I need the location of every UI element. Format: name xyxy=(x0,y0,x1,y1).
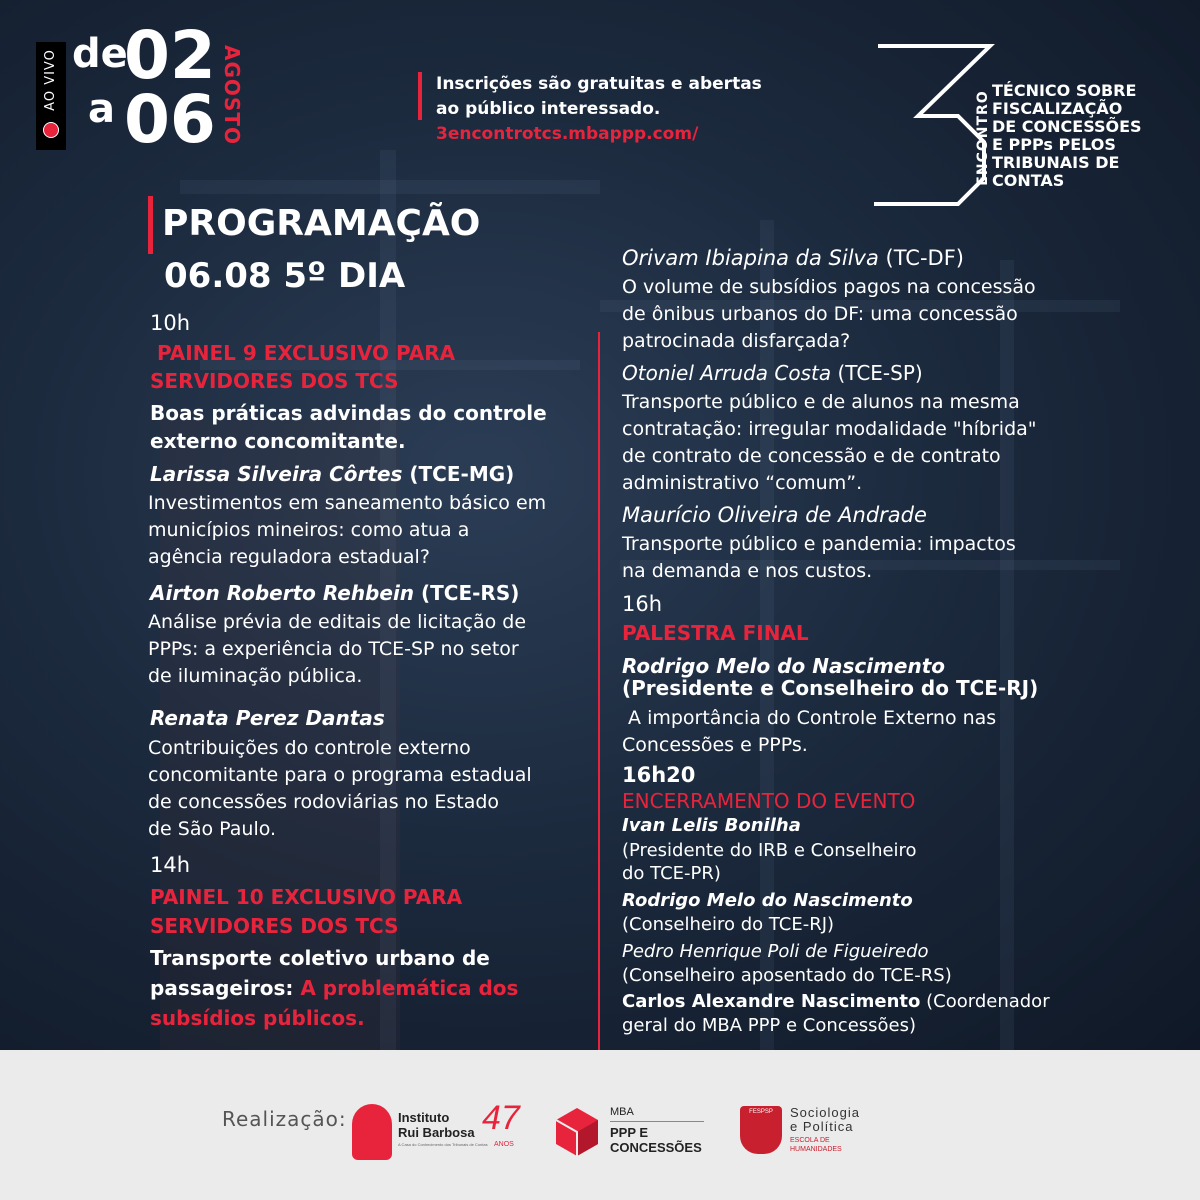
closing-2-name: Rodrigo Melo do Nascimento xyxy=(622,890,913,911)
date-start: 02 xyxy=(124,17,216,94)
mba-ppp: PPP E xyxy=(610,1125,649,1140)
time-16h: 16h xyxy=(622,592,663,616)
painel9-line-1: PAINEL 9 EXCLUSIVO PARA xyxy=(150,341,456,365)
event-title-line: CONTAS xyxy=(992,171,1065,190)
speaker-2 xyxy=(150,580,519,607)
time-14h: 14h xyxy=(150,853,191,877)
irb-logo xyxy=(352,1099,522,1164)
event-title-line: TRIBUNAIS DE xyxy=(992,153,1120,172)
mba-concessoes: CONCESSÕES xyxy=(610,1140,702,1155)
fesp-escola: ESCOLA DE xyxy=(790,1137,830,1144)
speaker-1-name: Larissa Silveira Côrtes xyxy=(150,462,403,486)
time-10h: 10h xyxy=(150,311,191,335)
speaker-4 xyxy=(622,245,964,272)
programacao-day: 06.08 5º DIA xyxy=(164,256,406,296)
closing-3-name: Pedro Henrique Poli de Figueiredo xyxy=(622,941,929,962)
speaker-1-topic-3: agência reguladora estadual? xyxy=(148,546,430,568)
painel10-line-2: SERVIDORES DOS TCS xyxy=(150,914,399,938)
speaker-1-topic-1: Investimentos em saneamento básico em xyxy=(148,492,547,514)
painel10-line-1: PAINEL 10 EXCLUSIVO PARA xyxy=(150,885,463,909)
mba-divider xyxy=(610,1121,704,1122)
mba-label: MBA xyxy=(610,1106,634,1118)
irb-head-icon xyxy=(352,1104,392,1160)
event-url[interactable]: 3encontrotcs.mbappp.com/ xyxy=(436,124,699,144)
time-16h20: 16h20 xyxy=(622,763,696,787)
speaker-2-topic-3: de iluminação pública. xyxy=(148,665,363,687)
speaker-5-topic-2: contratação: irregular modalidade "híbrida" xyxy=(622,418,1037,440)
speaker-4-topic-1: O volume de subsídios pagos na concessão xyxy=(622,276,1036,298)
speaker-7-role: (Presidente e Conselheiro do TCE-RJ) xyxy=(622,676,1039,700)
painel10-theme-2 xyxy=(150,975,518,1002)
closing-4 xyxy=(622,990,1050,1014)
speaker-1 xyxy=(150,461,514,488)
speaker-5-name: Otoniel Arruda Costa xyxy=(622,361,832,385)
painel10-theme-1: Transporte coletivo urbano de xyxy=(150,946,490,970)
painel10-theme-2b: A problemática dos xyxy=(300,976,519,1000)
encontro-label: ENCONTRO xyxy=(975,90,991,186)
speaker-3-topic-2: concomitante para o programa estadual xyxy=(148,764,532,786)
speaker-2-org: (TCE-RS) xyxy=(414,581,520,605)
fesp-humanidades: HUMANIDADES xyxy=(790,1146,842,1153)
painel9-theme-1: Boas práticas advindas do controle xyxy=(150,401,547,425)
speaker-5-topic-1: Transporte público e de alunos na mesma xyxy=(622,391,1020,413)
date-a: a xyxy=(88,86,115,132)
painel10-theme-2a: passageiros: xyxy=(150,976,301,1000)
irb-anos: ANOS xyxy=(494,1141,514,1148)
live-label: AO VIVO xyxy=(43,49,58,111)
realizacao-label: Realização: xyxy=(222,1107,347,1131)
painel9-theme-2: externo concomitante. xyxy=(150,429,406,453)
fesp-politica: e Política xyxy=(790,1119,854,1134)
date-month: AGOSTO xyxy=(220,45,244,145)
date-end: 06 xyxy=(124,81,216,158)
speaker-4-topic-2: de ônibus urbanos do DF: uma concessão xyxy=(622,303,1018,325)
closing-2-line-1: (Conselheiro do TCE-RJ) xyxy=(622,914,835,935)
live-dot-icon xyxy=(43,122,59,138)
painel9-line-2: SERVIDORES DOS TCS xyxy=(150,369,399,393)
column-divider xyxy=(598,332,600,1052)
info-line-2: ao público interessado. xyxy=(436,99,661,119)
irb-name-1: Instituto xyxy=(398,1110,450,1125)
event-title-line: DE CONCESSÕES xyxy=(992,117,1142,136)
speaker-6-name: Maurício Oliveira de Andrade xyxy=(622,503,927,527)
event-title-line: TÉCNICO SOBRE xyxy=(992,81,1137,100)
closing-4-role: (Coordenador xyxy=(920,991,1050,1012)
closing-4-line-2: geral do MBA PPP e Concessões) xyxy=(622,1015,917,1036)
fesp-sociologia: Sociologia xyxy=(790,1105,860,1120)
speaker-5-topic-3: de contrato de concessão e de contrato xyxy=(622,445,1001,467)
event-title xyxy=(992,82,1142,190)
closing-1-name: Ivan Lelis Bonilha xyxy=(622,815,801,836)
speaker-1-topic-2: municípios mineiros: como atua a xyxy=(148,519,470,541)
irb-subtitle: A Casa do Conhecimento dos Tribunais de Contas xyxy=(398,1142,488,1147)
speaker-5 xyxy=(622,360,923,387)
speaker-5-org: (TCE-SP) xyxy=(831,361,923,385)
speaker-7-topic-2: Concessões e PPPs. xyxy=(622,734,808,756)
speaker-4-org: (TC-DF) xyxy=(878,246,964,270)
event-title-line: E PPPs PELOS xyxy=(992,135,1116,154)
speaker-6-topic-1: Transporte público e pandemia: impactos xyxy=(622,533,1016,555)
closing-3-line-1: (Conselheiro aposentado do TCE-RS) xyxy=(622,965,952,986)
speaker-4-name: Orivam Ibiapina da Silva xyxy=(622,246,879,270)
speaker-3-topic-1: Contribuições do controle externo xyxy=(148,737,471,759)
speaker-7-name: Rodrigo Melo do Nascimento xyxy=(622,654,946,678)
speaker-3-name: Renata Perez Dantas xyxy=(150,706,385,730)
irb-name-2: Rui Barbosa xyxy=(398,1125,475,1140)
programacao-title: PROGRAMAÇÃO xyxy=(162,203,481,244)
closing-1-line-2: do TCE-PR) xyxy=(622,863,721,884)
info-bar xyxy=(418,72,422,120)
palestra-final: PALESTRA FINAL xyxy=(622,621,809,645)
speaker-3-topic-4: de São Paulo. xyxy=(148,818,277,840)
live-badge xyxy=(36,42,66,150)
date-de: de xyxy=(72,31,128,77)
speaker-2-topic-2: PPPs: a experiência do TCE-SP no setor xyxy=(148,638,519,660)
speaker-2-topic-1: Análise prévia de editais de licitação de xyxy=(148,611,527,633)
irb-years: 47 xyxy=(482,1099,520,1137)
info-line-1: Inscrições são gratuitas e abertas xyxy=(436,74,762,94)
speaker-1-org: (TCE-MG) xyxy=(402,462,515,486)
speaker-5-topic-4: administrativo “comum”. xyxy=(622,472,863,494)
closing-1-line-1: (Presidente do IRB e Conselheiro xyxy=(622,840,917,861)
programacao-bar xyxy=(148,196,153,254)
painel10-theme-3: subsídios públicos. xyxy=(150,1006,365,1030)
speaker-2-name: Airton Roberto Rehbein xyxy=(150,581,415,605)
speaker-4-topic-3: patrocinada disfarçada? xyxy=(622,330,851,352)
speaker-3-topic-3: de concessões rodoviárias no Estado xyxy=(148,791,500,813)
fespsp-seal-icon xyxy=(740,1106,782,1154)
speaker-6-topic-2: na demanda e nos custos. xyxy=(622,560,873,582)
encerramento: ENCERRAMENTO DO EVENTO xyxy=(622,789,916,813)
speaker-7-topic-1: A importância do Controle Externo nas xyxy=(622,707,997,729)
closing-4-name: Carlos Alexandre Nascimento xyxy=(622,991,921,1012)
event-title-line: FISCALIZAÇÃO xyxy=(992,99,1123,118)
fespsp-seal-text: FESPSP xyxy=(749,1109,773,1115)
footer xyxy=(0,1050,1200,1200)
mba-cube-icon xyxy=(554,1106,600,1158)
